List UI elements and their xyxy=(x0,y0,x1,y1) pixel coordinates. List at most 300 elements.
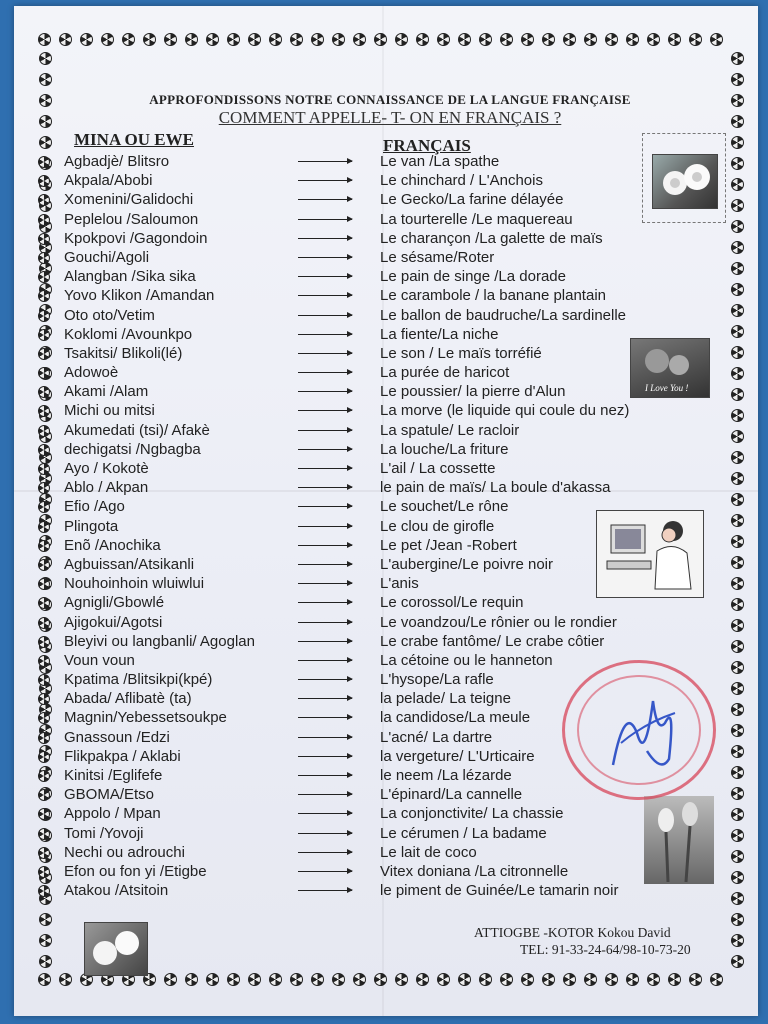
mina-term: Plingota xyxy=(64,517,119,535)
ornament-border-top xyxy=(34,28,727,51)
ornament-icon xyxy=(38,33,51,46)
ornament-icon xyxy=(731,850,744,863)
arrow-icon xyxy=(298,430,352,431)
ornament-icon xyxy=(39,115,52,128)
mina-term: Kpokpovi /Gagondoin xyxy=(64,229,208,247)
ornament-icon xyxy=(731,388,744,401)
ornament-icon xyxy=(416,33,429,46)
ornament-icon xyxy=(500,973,513,986)
author-name: ATTIOGBE -KOTOR Kokou David xyxy=(474,925,671,940)
bullet-icon xyxy=(38,674,50,686)
vocab-row xyxy=(36,459,716,478)
ornament-icon xyxy=(39,136,52,149)
french-term: Le cérumen / La badame xyxy=(380,824,547,842)
flowers-image xyxy=(644,796,714,884)
arrow-icon xyxy=(298,698,352,699)
ornament-icon xyxy=(731,262,744,275)
ornament-icon xyxy=(248,33,261,46)
mina-term: Nechi ou adrouchi xyxy=(64,843,185,861)
header-title: APPROFONDISSONS NOTRE CONNAISSANCE DE LA LANGUE FRANÇAISE xyxy=(149,92,631,107)
arrow-icon xyxy=(298,238,352,239)
french-term: La cétoine ou le hanneton xyxy=(380,651,553,669)
ornament-icon xyxy=(521,33,534,46)
french-term: Le sésame/Roter xyxy=(380,248,495,266)
vocab-row xyxy=(36,382,716,401)
ornament-icon xyxy=(731,115,744,128)
bullet-icon xyxy=(38,156,50,168)
ornament-icon xyxy=(731,493,744,506)
ornament-icon xyxy=(689,33,702,46)
ornament-icon xyxy=(731,577,744,590)
arrow-icon xyxy=(298,852,352,853)
vocab-row xyxy=(36,171,716,190)
french-term: L'anis xyxy=(380,575,419,593)
arrow-icon xyxy=(298,794,352,795)
ornament-icon xyxy=(731,808,744,821)
ornament-icon xyxy=(668,973,681,986)
arrow-icon xyxy=(298,737,352,738)
computer-user-icon xyxy=(597,511,704,598)
white-roses-image xyxy=(652,154,718,209)
bullet-icon xyxy=(38,233,50,245)
ornament-icon xyxy=(731,451,744,464)
arrow-icon xyxy=(298,487,352,488)
vocab-row xyxy=(36,190,716,209)
arrow-icon xyxy=(298,679,352,680)
mina-term: Bleyivi ou langbanli/ Agoglan xyxy=(64,632,255,650)
ornament-icon xyxy=(458,33,471,46)
arrow-icon xyxy=(298,391,352,392)
french-term: Vitex doniana /La citronnelle xyxy=(380,862,569,880)
mina-term: Atakou /Atsitoin xyxy=(64,882,169,900)
bullet-icon xyxy=(38,808,50,820)
vocab-row xyxy=(36,267,716,286)
bullet-icon xyxy=(38,214,50,226)
arrow-icon xyxy=(298,276,352,277)
vocab-row xyxy=(36,613,716,632)
ornament-icon xyxy=(39,913,52,926)
mina-term: Magnin/Yebessetsoukpe xyxy=(64,709,227,727)
ornament-icon xyxy=(311,973,324,986)
bullet-icon xyxy=(38,348,50,360)
ornament-icon xyxy=(521,973,534,986)
vocab-row xyxy=(36,881,716,900)
mina-term: Ayo / Kokotè xyxy=(64,460,149,477)
ornament-icon xyxy=(647,33,660,46)
ornament-icon xyxy=(710,973,723,986)
mina-term: Oto oto/Vetim xyxy=(64,306,155,324)
vocab-row xyxy=(36,478,716,497)
ornament-icon xyxy=(206,973,219,986)
ornament-icon xyxy=(731,598,744,611)
mina-term: Enõ /Anochika xyxy=(64,536,161,554)
arrow-icon xyxy=(298,257,352,258)
bullet-icon xyxy=(38,885,50,897)
ornament-icon xyxy=(332,973,345,986)
french-term: le neem /La lézarde xyxy=(380,767,512,784)
arrow-icon xyxy=(298,813,352,814)
bullet-icon xyxy=(38,252,50,264)
ornament-icon xyxy=(542,973,555,986)
bullet-icon xyxy=(38,636,50,648)
ornament-icon xyxy=(731,73,744,86)
arrow-icon xyxy=(298,871,352,872)
ornament-icon xyxy=(731,892,744,905)
arrow-icon xyxy=(298,775,352,776)
bullet-icon xyxy=(38,271,50,283)
bullet-icon xyxy=(38,540,50,552)
author-phone: TEL: 91-33-24-64/98-10-73-20 xyxy=(520,942,691,957)
arrow-icon xyxy=(298,717,352,718)
mina-term: Peplelou /Saloumon xyxy=(64,210,199,228)
vocab-row xyxy=(36,248,716,267)
ornament-icon xyxy=(605,973,618,986)
ornament-icon xyxy=(458,973,471,986)
ornament-icon xyxy=(731,136,744,149)
ornament-icon xyxy=(731,178,744,191)
ornament-icon xyxy=(374,973,387,986)
card-caption: I Love You ! xyxy=(645,383,689,393)
ornament-icon xyxy=(731,682,744,695)
french-term: L'épinard/La cannelle xyxy=(380,786,523,804)
arrow-icon xyxy=(298,756,352,757)
ornament-icon xyxy=(227,33,240,46)
mina-term: Agbuissan/Atsikanli xyxy=(64,555,195,573)
ornament-icon xyxy=(731,766,744,779)
ornament-icon xyxy=(39,52,52,65)
french-term: La fiente/La niche xyxy=(380,325,499,343)
mina-term: Akumedati (tsi)/ Afakè xyxy=(64,421,210,439)
ornament-icon xyxy=(731,640,744,653)
bullet-icon xyxy=(38,866,50,878)
mina-term: Efio /Ago xyxy=(64,498,125,516)
arrow-icon xyxy=(298,526,352,527)
ornament-icon xyxy=(437,973,450,986)
ornament-icon xyxy=(731,283,744,296)
ornament-icon xyxy=(227,973,240,986)
french-term: Le crabe fantôme/ Le crabe côtier xyxy=(380,632,605,650)
mina-term: Efon ou fon yi /Etigbe xyxy=(64,862,207,880)
ornament-icon xyxy=(39,955,52,968)
french-term: L'aubergine/Le poivre noir xyxy=(380,555,553,573)
french-term: Le Gecko/La farine délayée xyxy=(380,191,564,209)
ornament-icon xyxy=(185,33,198,46)
vocab-row xyxy=(36,306,716,325)
mina-term: Agbadjè/ Blitsro xyxy=(64,153,170,170)
ornament-icon xyxy=(731,724,744,737)
ornament-icon xyxy=(668,33,681,46)
vocab-row xyxy=(36,440,716,459)
mina-term: Akpala/Abobi xyxy=(64,172,153,190)
mina-term: Appolo / Mpan xyxy=(64,805,161,823)
french-term: Le poussier/ la pierre d'Alun xyxy=(380,383,566,401)
ornament-icon xyxy=(584,973,597,986)
ornament-icon xyxy=(59,33,72,46)
ornament-icon xyxy=(563,33,576,46)
bullet-icon xyxy=(38,463,50,475)
header-question: COMMENT APPELLE- T- ON EN FRANÇAIS ? xyxy=(218,108,562,127)
bullet-icon xyxy=(38,655,50,667)
ornament-icon xyxy=(731,472,744,485)
ornament-icon xyxy=(437,33,450,46)
vocab-row xyxy=(36,401,716,420)
french-term: Le van /La spathe xyxy=(380,153,500,170)
arrow-icon xyxy=(298,334,352,335)
ornament-icon xyxy=(731,199,744,212)
mina-term: Nouhoinhoin wluiwlui xyxy=(64,575,205,593)
bullet-icon xyxy=(38,712,50,724)
french-term: La spatule/ Le racloir xyxy=(380,421,520,439)
bullet-icon xyxy=(38,501,50,513)
ornament-icon xyxy=(164,33,177,46)
ornament-icon xyxy=(731,745,744,758)
ornament-icon xyxy=(731,325,744,338)
mina-term: Gouchi/Agoli xyxy=(64,248,150,266)
mina-term: Michi ou mitsi xyxy=(64,402,155,420)
vocab-row xyxy=(36,229,716,248)
vocab-row xyxy=(36,210,716,229)
arrow-icon xyxy=(298,890,352,891)
ornament-icon xyxy=(731,913,744,926)
ornament-icon xyxy=(626,33,639,46)
ornament-icon xyxy=(39,73,52,86)
french-term: Le clou de girofle xyxy=(380,517,495,535)
french-term: Le voandzou/Le rônier ou le rondier xyxy=(380,613,617,631)
french-term: Le ballon de baudruche/La sardinelle xyxy=(380,306,627,324)
ornament-icon xyxy=(206,33,219,46)
french-term: Le corossol/Le requin xyxy=(380,594,524,612)
vocab-row xyxy=(36,843,716,862)
arrow-icon xyxy=(298,315,352,316)
bullet-icon xyxy=(38,597,50,609)
ornament-icon xyxy=(353,973,366,986)
french-term: Le pet /Jean -Robert xyxy=(380,536,517,554)
ornament-border-right xyxy=(726,48,749,972)
bullet-icon xyxy=(38,290,50,302)
bullet-icon xyxy=(38,425,50,437)
bullet-icon xyxy=(38,329,50,341)
french-term: Le charançon /La galette de maïs xyxy=(380,229,603,247)
ornament-icon xyxy=(269,33,282,46)
bullet-icon xyxy=(38,789,50,801)
bullet-icon xyxy=(38,693,50,705)
mina-term: Tomi /Yovoji xyxy=(64,824,144,842)
ornament-icon xyxy=(647,973,660,986)
mina-term: GBOMA/Etso xyxy=(64,786,155,804)
bullet-icon xyxy=(38,732,50,744)
ornament-icon xyxy=(143,33,156,46)
ornament-icon xyxy=(248,973,261,986)
tulips-icon xyxy=(644,796,714,884)
ornament-icon xyxy=(122,33,135,46)
mina-term: Kpatima /Blitsikpi(kpé) xyxy=(64,671,213,689)
ornament-icon xyxy=(731,241,744,254)
ornament-icon xyxy=(80,33,93,46)
vocab-row xyxy=(36,632,716,651)
ornament-icon xyxy=(731,157,744,170)
bullet-icon xyxy=(38,175,50,187)
arrow-icon xyxy=(298,622,352,623)
roses-icon xyxy=(653,155,718,209)
ornament-icon xyxy=(290,33,303,46)
ornament-icon xyxy=(731,346,744,359)
bullet-icon xyxy=(38,310,50,322)
mina-term: Gnassoun /Edzi xyxy=(64,728,170,746)
mina-term: Xomenini/Galidochi xyxy=(64,191,194,209)
ornament-icon xyxy=(731,367,744,380)
bullet-icon xyxy=(38,617,50,629)
french-term: Le souchet/Le rônе xyxy=(380,498,509,516)
mina-term: dechigatsi /Ngbagba xyxy=(64,440,201,458)
ornament-icon xyxy=(731,556,744,569)
arrow-icon xyxy=(298,583,352,584)
arrow-icon xyxy=(298,506,352,507)
vocab-row xyxy=(36,363,716,382)
i-love-you-card-image xyxy=(630,338,710,398)
arrow-icon xyxy=(298,468,352,469)
arrow-icon xyxy=(298,372,352,373)
ornament-icon xyxy=(731,661,744,674)
french-term: La louche/La friture xyxy=(380,440,509,458)
arrow-icon xyxy=(298,199,352,200)
ornament-icon xyxy=(479,33,492,46)
bullet-icon xyxy=(38,521,50,533)
bullet-icon xyxy=(38,367,50,379)
ornament-icon xyxy=(605,33,618,46)
french-term: L'acné/ La dartre xyxy=(380,728,493,746)
arrow-icon xyxy=(298,564,352,565)
french-term: la vergeture/ L'Urticaire xyxy=(380,747,535,765)
mina-term: Akami /Alam xyxy=(64,383,149,401)
arrow-icon xyxy=(298,295,352,296)
ornament-icon xyxy=(731,94,744,107)
column-heading-francais: FRANÇAIS xyxy=(383,136,471,155)
ornament-icon xyxy=(39,94,52,107)
ornament-icon xyxy=(731,955,744,968)
ornament-icon xyxy=(395,973,408,986)
ornament-icon xyxy=(731,934,744,947)
column-heading-mina: MINA OU EWE xyxy=(74,130,194,149)
bullet-icon xyxy=(38,578,50,590)
ornament-icon xyxy=(731,871,744,884)
vocab-row xyxy=(36,325,716,344)
ornament-icon xyxy=(479,973,492,986)
mina-term: Alangban /Sika sika xyxy=(64,268,196,286)
ornament-icon xyxy=(500,33,513,46)
ornament-icon xyxy=(731,787,744,800)
bullet-icon xyxy=(38,828,50,840)
ornament-icon xyxy=(584,33,597,46)
ornament-icon xyxy=(185,973,198,986)
mina-term: Kinitsi /Eglifefe xyxy=(64,767,163,784)
mina-term: Agnigli/Gbowlé xyxy=(64,594,165,612)
mina-term: Voun voun xyxy=(64,651,135,669)
french-term: Le lait de coco xyxy=(380,843,477,861)
french-term: La morve (le liquide qui coule du nez) xyxy=(380,402,630,420)
arrow-icon xyxy=(298,602,352,603)
arrow-icon xyxy=(298,545,352,546)
ornament-icon xyxy=(731,703,744,716)
french-term: Le chinchard / L'Anchois xyxy=(380,172,543,190)
arrow-icon xyxy=(298,353,352,354)
arrow-icon xyxy=(298,161,352,162)
ornament-icon xyxy=(731,829,744,842)
french-term: L'hysope/La rafle xyxy=(380,671,494,689)
ornament-icon xyxy=(164,973,177,986)
roses-bottom-icon xyxy=(85,923,148,976)
vocab-row xyxy=(36,862,716,881)
french-term: Le son / Le maïs torréfié xyxy=(380,344,542,362)
ornament-icon xyxy=(311,33,324,46)
arrow-icon xyxy=(298,219,352,220)
vocab-row xyxy=(36,824,716,843)
vocab-row xyxy=(36,344,716,363)
ornament-icon xyxy=(332,33,345,46)
mina-term: Koklomi /Avounkpo xyxy=(64,325,193,343)
ornament-icon xyxy=(101,33,114,46)
vocab-row xyxy=(36,152,716,171)
ornament-icon xyxy=(563,973,576,986)
ornament-icon xyxy=(731,52,744,65)
ornament-icon xyxy=(395,33,408,46)
ornament-icon xyxy=(626,973,639,986)
french-term: le piment de Guinée/Le tamarin noir xyxy=(380,882,619,900)
arrow-icon xyxy=(298,180,352,181)
vocab-row xyxy=(36,286,716,305)
arrow-icon xyxy=(298,410,352,411)
mina-term: Adowoè xyxy=(64,364,119,382)
ornament-icon xyxy=(731,220,744,233)
arrow-icon xyxy=(298,833,352,834)
bullet-icon xyxy=(38,194,50,206)
bullet-icon xyxy=(38,751,50,763)
bullet-icon xyxy=(38,386,50,398)
mina-term: Ablo / Akpan xyxy=(64,479,149,497)
ornament-icon xyxy=(542,33,555,46)
french-term: Le carambole / la banane plantain xyxy=(380,287,606,305)
french-term: La purée de haricot xyxy=(380,364,510,382)
bullet-icon xyxy=(38,482,50,494)
signature-icon xyxy=(565,663,715,799)
bullet-icon xyxy=(38,444,50,456)
french-term: L'ail / La cossette xyxy=(380,460,496,477)
ornament-icon xyxy=(59,973,72,986)
mina-term: Yovo Klikon /Amandan xyxy=(64,287,215,305)
mina-term: Flikpakpa / Aklabi xyxy=(64,747,181,765)
vocab-row xyxy=(36,421,716,440)
ornament-icon xyxy=(689,973,702,986)
ornament-icon xyxy=(731,304,744,317)
ornament-icon xyxy=(353,33,366,46)
ornament-icon xyxy=(290,973,303,986)
white-roses-image-bottom xyxy=(84,922,148,976)
ornament-icon xyxy=(731,535,744,548)
arrow-icon xyxy=(298,641,352,642)
french-term: Le pain de singe /La dorade xyxy=(380,268,566,286)
bullet-icon xyxy=(38,847,50,859)
french-term: le pain de maïs/ La boule d'akassa xyxy=(380,479,611,497)
ornament-icon xyxy=(39,934,52,947)
mina-term: Tsakitsi/ Blikoli(lé) xyxy=(64,344,183,362)
bullet-icon xyxy=(38,559,50,571)
ornament-icon xyxy=(416,973,429,986)
arrow-icon xyxy=(298,449,352,450)
ornament-icon xyxy=(269,973,282,986)
official-stamp xyxy=(562,660,716,800)
french-term: la pelade/ La teigne xyxy=(380,690,511,708)
ornament-icon xyxy=(731,514,744,527)
french-term: La tourterelle /Le maquereau xyxy=(380,210,573,228)
